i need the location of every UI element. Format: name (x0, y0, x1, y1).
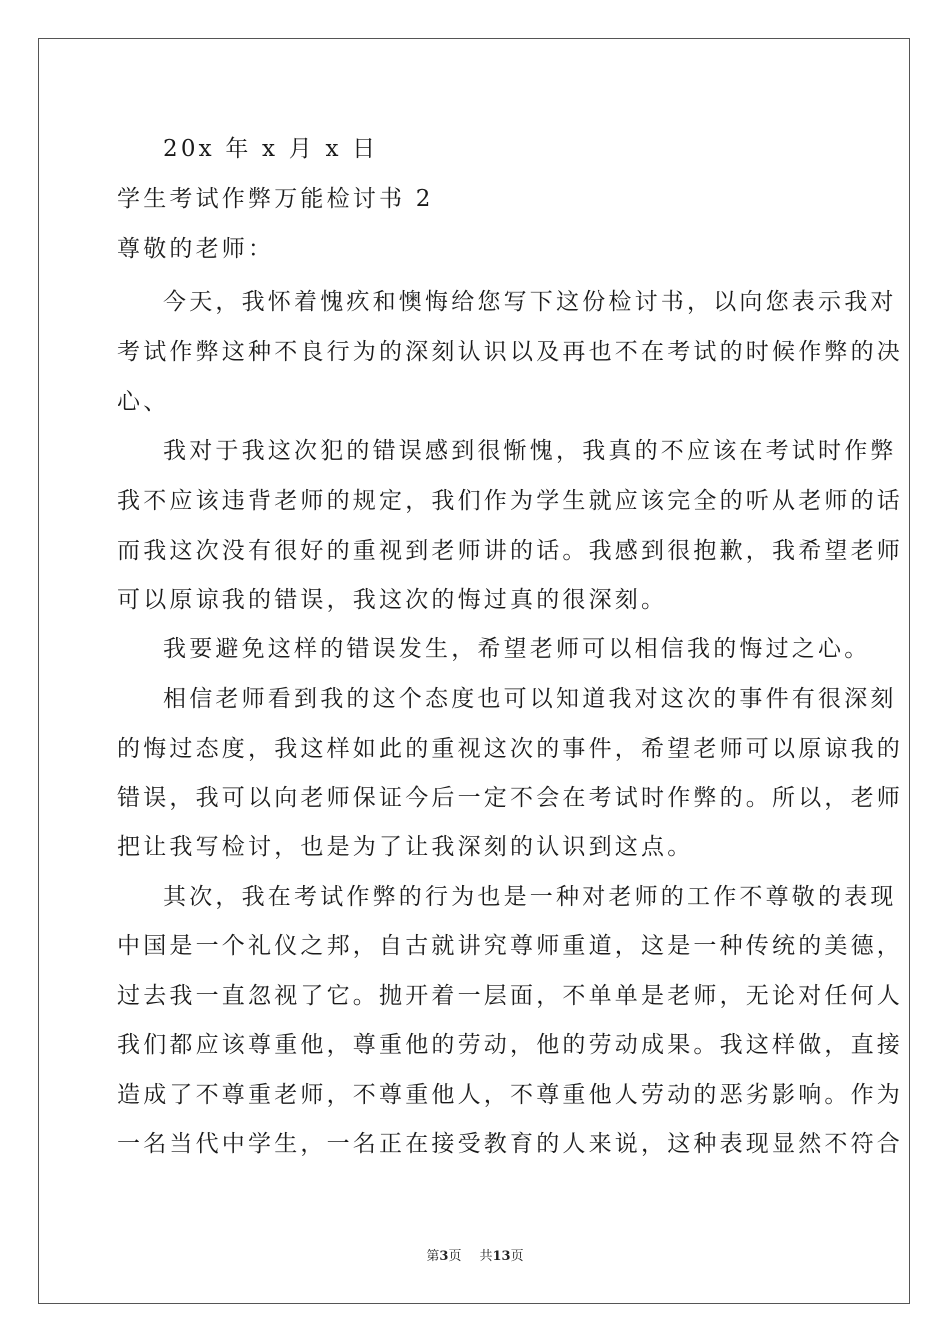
body-line: 今天，我怀着愧疚和懊悔给您写下这份检讨书，以向您表示我对 (163, 289, 897, 315)
body-line: 我要避免这样的错误发生，希望老师可以相信我的悔过之心。 (163, 636, 871, 662)
page-footer (0, 1248, 950, 1266)
body-line: 一名当代中学生，一名正在接受教育的人来说，这种表现显然不符合 (117, 1131, 903, 1157)
body-line: 心、 (117, 389, 170, 415)
total-pages: 13 (492, 1249, 511, 1264)
body-line: 中国是一个礼仪之邦，自古就讲究尊师重道，这是一种传统的美德， (117, 933, 903, 959)
body-line: 过去我一直忽视了它。抛开着一层面，不单单是老师，无论对任何人 (117, 983, 903, 1009)
page-border (38, 38, 910, 1304)
body-line: 造成了不尊重老师，不尊重他人，不尊重他人劳动的恶劣影响。作为 (117, 1082, 903, 1108)
total-prefix: 共 (479, 1249, 493, 1264)
page-suffix: 页 (448, 1249, 462, 1264)
body-line: 考试作弊这种不良行为的深刻认识以及再也不在考试的时候作弊的决 (117, 339, 903, 365)
body-line: 其次，我在考试作弊的行为也是一种对老师的工作不尊敬的表现 (163, 884, 897, 910)
body-line: 我不应该违背老师的规定，我们作为学生就应该完全的听从老师的话 (117, 488, 903, 514)
body-line: 我们都应该尊重他，尊重他的劳动，他的劳动成果。我这样做，直接 (117, 1032, 903, 1058)
body-line: 把让我写检讨，也是为了让我深刻的认识到这点。 (117, 834, 694, 860)
body-line: 我对于我这次犯的错误感到很惭愧，我真的不应该在考试时作弊 (163, 438, 897, 464)
document-title: 学生考试作弊万能检讨书 2 (117, 186, 434, 212)
salutation: 尊敬的老师： (117, 236, 275, 262)
date-line: 20x 年 x 月 x 日 (163, 136, 379, 162)
page-prefix: 第 (426, 1249, 440, 1264)
body-line: 可以原谅我的错误，我这次的悔过真的很深刻。 (117, 587, 668, 613)
page-number: 3 (439, 1249, 449, 1264)
body-line: 错误，我可以向老师保证今后一定不会在考试时作弊的。所以，老师 (117, 785, 903, 811)
body-line: 相信老师看到我的这个态度也可以知道我对这次的事件有很深刻 (163, 686, 897, 712)
body-line: 的悔过态度，我这样如此的重视这次的事件，希望老师可以原谅我的 (117, 736, 903, 762)
total-suffix: 页 (510, 1249, 524, 1264)
body-line: 而我这次没有很好的重视到老师讲的话。我感到很抱歉，我希望老师 (117, 538, 903, 564)
